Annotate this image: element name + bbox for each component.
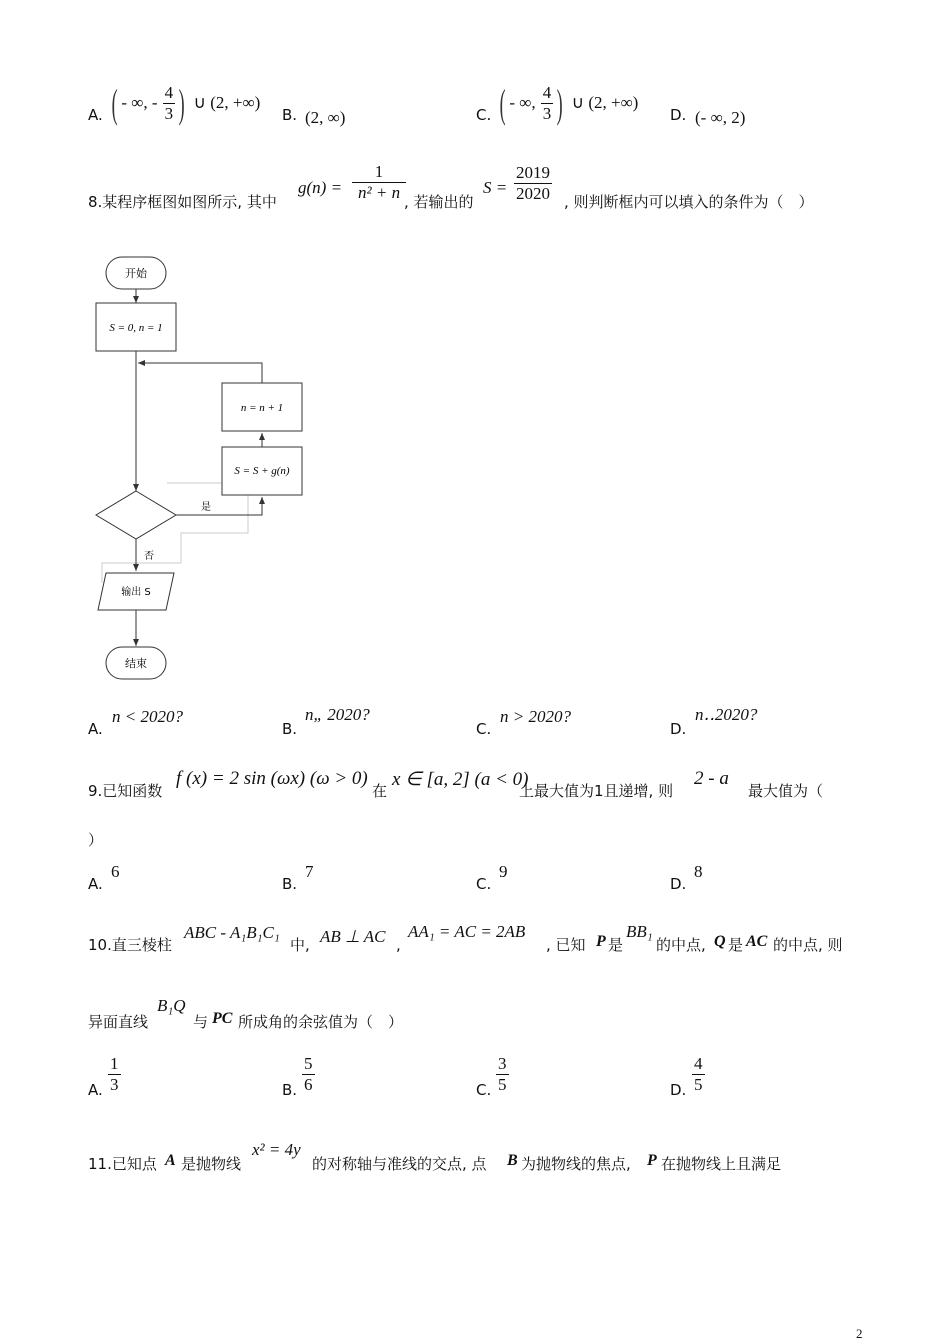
flow-yes-label: 是 bbox=[201, 502, 211, 513]
q11-stem-text-a: 11.已知点 bbox=[88, 1155, 157, 1173]
q8-option-c-expr: n > 2020? bbox=[500, 707, 571, 726]
q8-option-d-label: D. bbox=[670, 720, 687, 738]
q8-s-lhs: S = bbox=[483, 178, 508, 197]
q10-stem-text-g: 的中点, 则 bbox=[773, 936, 843, 954]
q7-option-b-expr: (2, ∞) bbox=[305, 108, 346, 127]
q11-point-p: P bbox=[647, 1152, 657, 1169]
fraction: $\frac{4}{3}$ bbox=[164, 83, 174, 123]
flow-loop-back bbox=[138, 363, 262, 383]
q9-option-a-value: 6 bbox=[111, 862, 120, 881]
fraction: $\frac{4}{3}$ bbox=[542, 83, 552, 123]
q10-bb1: BB₁ bbox=[626, 922, 653, 941]
q8-flowchart bbox=[88, 250, 318, 690]
q9-option-c-label: C. bbox=[476, 875, 492, 893]
q11-stem-text-d: 为抛物线的焦点, bbox=[521, 1155, 631, 1173]
q9-option-d-value: 8 bbox=[694, 862, 703, 881]
q7-option-a-expr: ( - ∞, - $\frac{4}{3}$ ) ∪ (2, +∞) bbox=[111, 81, 261, 126]
q11-stem-text-b: 是抛物线 bbox=[181, 1155, 242, 1173]
q9-stem-text-d: 最大值为（ bbox=[748, 782, 824, 800]
q11-stem-text-e: 在抛物线上且满足 bbox=[661, 1155, 782, 1173]
flow-decision-diamond bbox=[96, 491, 176, 539]
q9-stem-text-e: ） bbox=[88, 831, 104, 849]
q8-s-fraction: $\frac{2019}{2020}$ bbox=[516, 163, 550, 203]
q7-option-c-label: C. bbox=[476, 106, 492, 124]
q10-option-b-label: B. bbox=[282, 1081, 298, 1099]
q10-option-d-label: D. bbox=[670, 1081, 687, 1099]
q8-option-b-label: B. bbox=[282, 720, 298, 738]
q7-option-d-label: D. bbox=[670, 106, 687, 124]
right-paren: ) bbox=[178, 81, 185, 126]
q10-line2-text-c: 所成角的余弦值为（ ） bbox=[238, 1013, 404, 1031]
q10-option-a-label: A. bbox=[88, 1081, 103, 1099]
q7-option-c-expr: ( - ∞, $\frac{4}{3}$ ) ∪ (2, +∞) bbox=[499, 81, 639, 126]
flow-output-text: 输出 S bbox=[121, 587, 151, 598]
flow-update-n-text: n = n + 1 bbox=[240, 402, 284, 414]
page-number: 2 bbox=[856, 1326, 863, 1341]
q10-stem-text-b: 中, bbox=[290, 936, 310, 954]
q10-b1q: B₁Q bbox=[157, 996, 186, 1015]
q10-point-p: P bbox=[596, 933, 606, 950]
q10-stem-text-a: 10.直三棱柱 bbox=[88, 936, 172, 954]
flow-init-text: S = 0, n = 1 bbox=[109, 322, 163, 334]
q10-prism: ABC - A₁B₁C₁ bbox=[184, 923, 280, 942]
q7-option-a-label: A. bbox=[88, 106, 103, 124]
left-paren: ( bbox=[499, 81, 506, 126]
q8-g-lhs: g(n) = bbox=[298, 178, 343, 197]
q8-stem-text-b: , 若输出的 bbox=[404, 193, 474, 211]
q10-equality: AA₁ = AC = 2AB bbox=[408, 922, 526, 941]
flow-start-text: 开始 bbox=[125, 267, 147, 280]
q10-segment-ac: AC bbox=[746, 933, 768, 950]
q10-comma: , bbox=[396, 936, 401, 954]
q11-point-a: A bbox=[165, 1152, 176, 1169]
q11-point-b: B bbox=[507, 1152, 518, 1169]
q9-expression: 2 - a bbox=[694, 768, 729, 789]
q10-stem-text-d: 是 bbox=[608, 936, 624, 954]
flow-end-text: 结束 bbox=[125, 657, 147, 670]
q7-option-d-expr: (- ∞, 2) bbox=[695, 108, 746, 127]
q8-g-fraction: $\frac{1}{\text{n² + n}}$ bbox=[352, 162, 406, 202]
q10-stem-text-c: , 已知 bbox=[546, 936, 586, 954]
q9-stem-text-c: 上最大值为1且递增, 则 bbox=[519, 782, 674, 800]
q10-perpendicular: AB ⊥ AC bbox=[320, 927, 386, 946]
q10-option-d-fraction: $\frac{4}{5}$ bbox=[694, 1054, 703, 1094]
q9-option-b-label: B. bbox=[282, 875, 298, 893]
flow-no-label: 否 bbox=[144, 551, 154, 562]
q8-stem-text-c: , 则判断框内可以填入的条件为（ ） bbox=[564, 193, 814, 211]
q8-stem-text-a: 8.某程序框图如图所示, 其中 bbox=[88, 193, 277, 211]
q9-option-a-label: A. bbox=[88, 875, 103, 893]
q10-line2-text-b: 与 bbox=[193, 1013, 209, 1031]
q10-point-q: Q bbox=[714, 933, 726, 950]
q10-option-c-fraction: $\frac{3}{5}$ bbox=[498, 1054, 507, 1094]
q10-option-a-fraction: $\frac{1}{3}$ bbox=[110, 1054, 119, 1094]
q11-parabola: x² = 4y bbox=[252, 1140, 301, 1159]
left-paren: ( bbox=[111, 81, 118, 126]
q10-option-c-label: C. bbox=[476, 1081, 492, 1099]
q7-option-b-label: B. bbox=[282, 106, 298, 124]
q10-stem-text-e: 的中点, bbox=[656, 936, 706, 954]
q8-option-d-expr: n‥2020? bbox=[695, 705, 758, 724]
q9-option-d-label: D. bbox=[670, 875, 687, 893]
q11-stem-text-c: 的对称轴与准线的交点, 点 bbox=[312, 1155, 487, 1173]
q10-option-b-fraction: $\frac{5}{6}$ bbox=[304, 1054, 313, 1094]
flow-update-s-text: S = S + g(n) bbox=[234, 465, 290, 477]
q10-stem-text-f: 是 bbox=[728, 936, 744, 954]
q8-option-a-expr: n < 2020? bbox=[112, 707, 183, 726]
q9-option-b-value: 7 bbox=[305, 862, 314, 881]
q8-option-c-label: C. bbox=[476, 720, 492, 738]
right-paren: ) bbox=[556, 81, 563, 126]
flow-yes-branch bbox=[176, 497, 262, 515]
q8-option-a-label: A. bbox=[88, 720, 103, 738]
q9-stem-text-a: 9.已知函数 bbox=[88, 782, 163, 800]
q10-segment-pc: PC bbox=[212, 1010, 233, 1027]
q9-domain: x ∈ [a, 2] (a < 0) bbox=[392, 769, 529, 790]
q9-stem-text-b: 在 bbox=[372, 782, 388, 800]
q8-option-b-expr: n„ 2020? bbox=[305, 705, 370, 724]
q10-line2-text-a: 异面直线 bbox=[88, 1013, 149, 1031]
q9-function: f (x) = 2 sin (ωx) (ω > 0) bbox=[176, 768, 368, 789]
q9-option-c-value: 9 bbox=[499, 862, 508, 881]
